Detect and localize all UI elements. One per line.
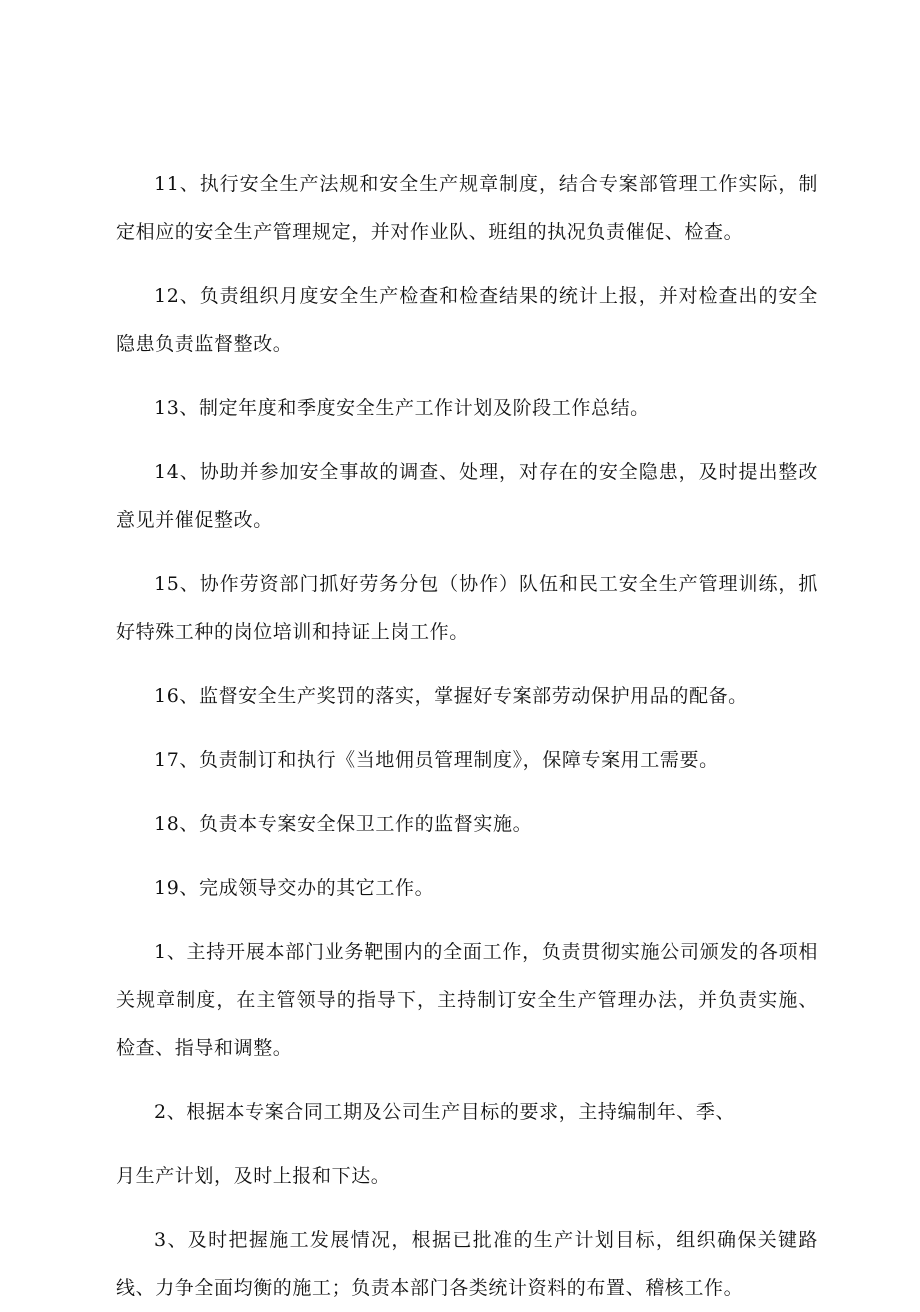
document-body (116, 160, 818, 1312)
paragraph-item-17: 17、负责制订和执行《当地佣员管理制度》，保障专案用工需要。 (154, 749, 719, 771)
paragraph-item-2: 2、根据本专案合同工期及公司生产目标的要求，主持编制年、季、 (154, 1101, 736, 1123)
paragraph-item-11: 11、执行安全生产法规和安全生产规章制度，结合专案部管理工作实际，制定相应的安全生产管理规定，并对作业队、班组的执况负责催促、检查。 (116, 173, 818, 243)
paragraph-item-16: 16、监督安全生产奖罚的落实，掌握好专案部劳动保护用品的配备。 (154, 685, 748, 707)
paragraph-item-14: 14、协助并参加安全事故的调查、处理，对存在的安全隐患，及时提出整改意见并催促整改。 (116, 461, 818, 531)
paragraph-item-19: 19、完成领导交办的其它工作。 (154, 877, 435, 899)
paragraph-item-1: 1、主持开展本部门业务靶围内的全面工作，负责贯彻实施公司颁发的各项相关规章制度，在主管领导的指导下，主持制订安全生产管理办法，并负责实施、检查、指导和调整。 (116, 941, 818, 1059)
paragraph-item-13: 13、制定年度和季度安全生产工作计划及阶段工作总结。 (154, 397, 650, 419)
paragraph-item-2-continued: 月生产计划，及时上报和下达。 (116, 1165, 391, 1187)
paragraph-item-15: 15、协作劳资部门抓好劳务分包（协作）队伍和民工安全生产管理训练，抓好特殊工种的岗位培训和持证上岗工作。 (116, 573, 818, 643)
paragraph-item-3: 3、及时把握施工发展情况，根据已批准的生产计划目标，组织确保关键路线、力争全面均衡的施工；负责本部门各类统计资料的布置、稽核工作。 (116, 1229, 818, 1299)
paragraph-item-12: 12、负责组织月度安全生产检查和检查结果的统计上报，并对检查出的安全隐患负责监督整改。 (116, 285, 818, 355)
paragraph-item-18: 18、负责本专案安全保卫工作的监督实施。 (154, 813, 533, 835)
